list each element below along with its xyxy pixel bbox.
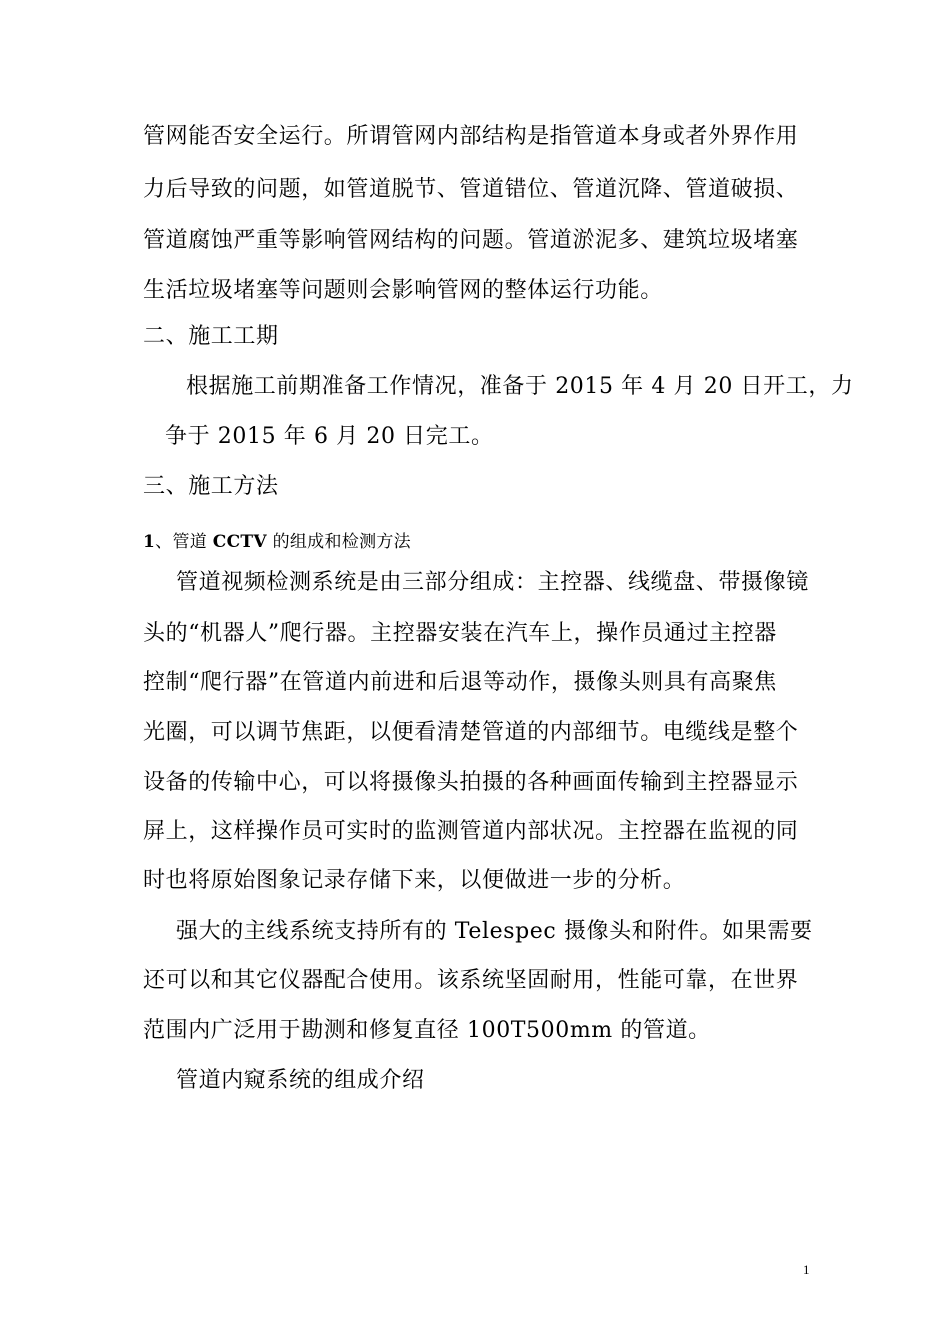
paragraph-line: 争于 2015 年 6 月 20 日完工。 [165,424,494,449]
paragraph-line: 屏上，这样操作员可实时的监测管道内部状况。主控器在监视的同 [143,819,799,844]
page-number: 1 [803,1262,810,1277]
paragraph-line: 时也将原始图象记录存储下来，以便做进一步的分析。 [143,868,686,893]
subheading [143,527,411,557]
section-heading: 三、施工方法 [143,474,279,499]
paragraph-line: 光圈，可以调节焦距，以便看清楚管道的内部细节。电缆线是整个 [143,720,799,745]
paragraph-line: 生活垃圾堵塞等问题则会影响管网的整体运行功能。 [143,278,663,303]
paragraph-line: 管道内窥系统的组成介绍 [176,1068,425,1093]
subheading-number: 1 [143,532,156,552]
paragraph-line: 根据施工前期准备工作情况，准备于 2015 年 4 月 20 日开工，力 [186,374,854,399]
paragraph-line: 头的“机器人”爬行器。主控器安装在汽车上，操作员通过主控器 [143,621,777,646]
paragraph-line: 强大的主线系统支持所有的 Telespec 摄像头和附件。如果需要 [176,919,813,944]
paragraph-line: 还可以和其它仪器配合使用。该系统坚固耐用，性能可靠，在世界 [143,968,799,993]
paragraph-line: 力后导致的问题，如管道脱节、管道错位、管道沉降、管道破损、 [143,177,799,202]
paragraph-line: 管网能否安全运行。所谓管网内部结构是指管道本身或者外界作用 [143,124,799,149]
subheading-text: 的组成和检测方法 [266,532,411,552]
paragraph-line: 设备的传输中心，可以将摄像头拍摄的各种画面传输到主控器显示 [143,770,799,795]
paragraph-line: 管道腐蚀严重等影响管网结构的问题。管道淤泥多、建筑垃圾堵塞 [143,228,799,253]
subheading-bold-term: CCTV [212,532,267,552]
section-heading: 二、施工工期 [143,324,279,349]
paragraph-line: 管道视频检测系统是由三部分组成：主控器、线缆盘、带摄像镜 [176,570,809,595]
paragraph-line: 控制“爬行器”在管道内前进和后退等动作，摄像头则具有高聚焦 [143,670,777,695]
subheading-text: 、管道 [155,532,213,552]
paragraph-line: 范围内广泛用于勘测和修复直径 100T500mm 的管道。 [143,1018,711,1043]
